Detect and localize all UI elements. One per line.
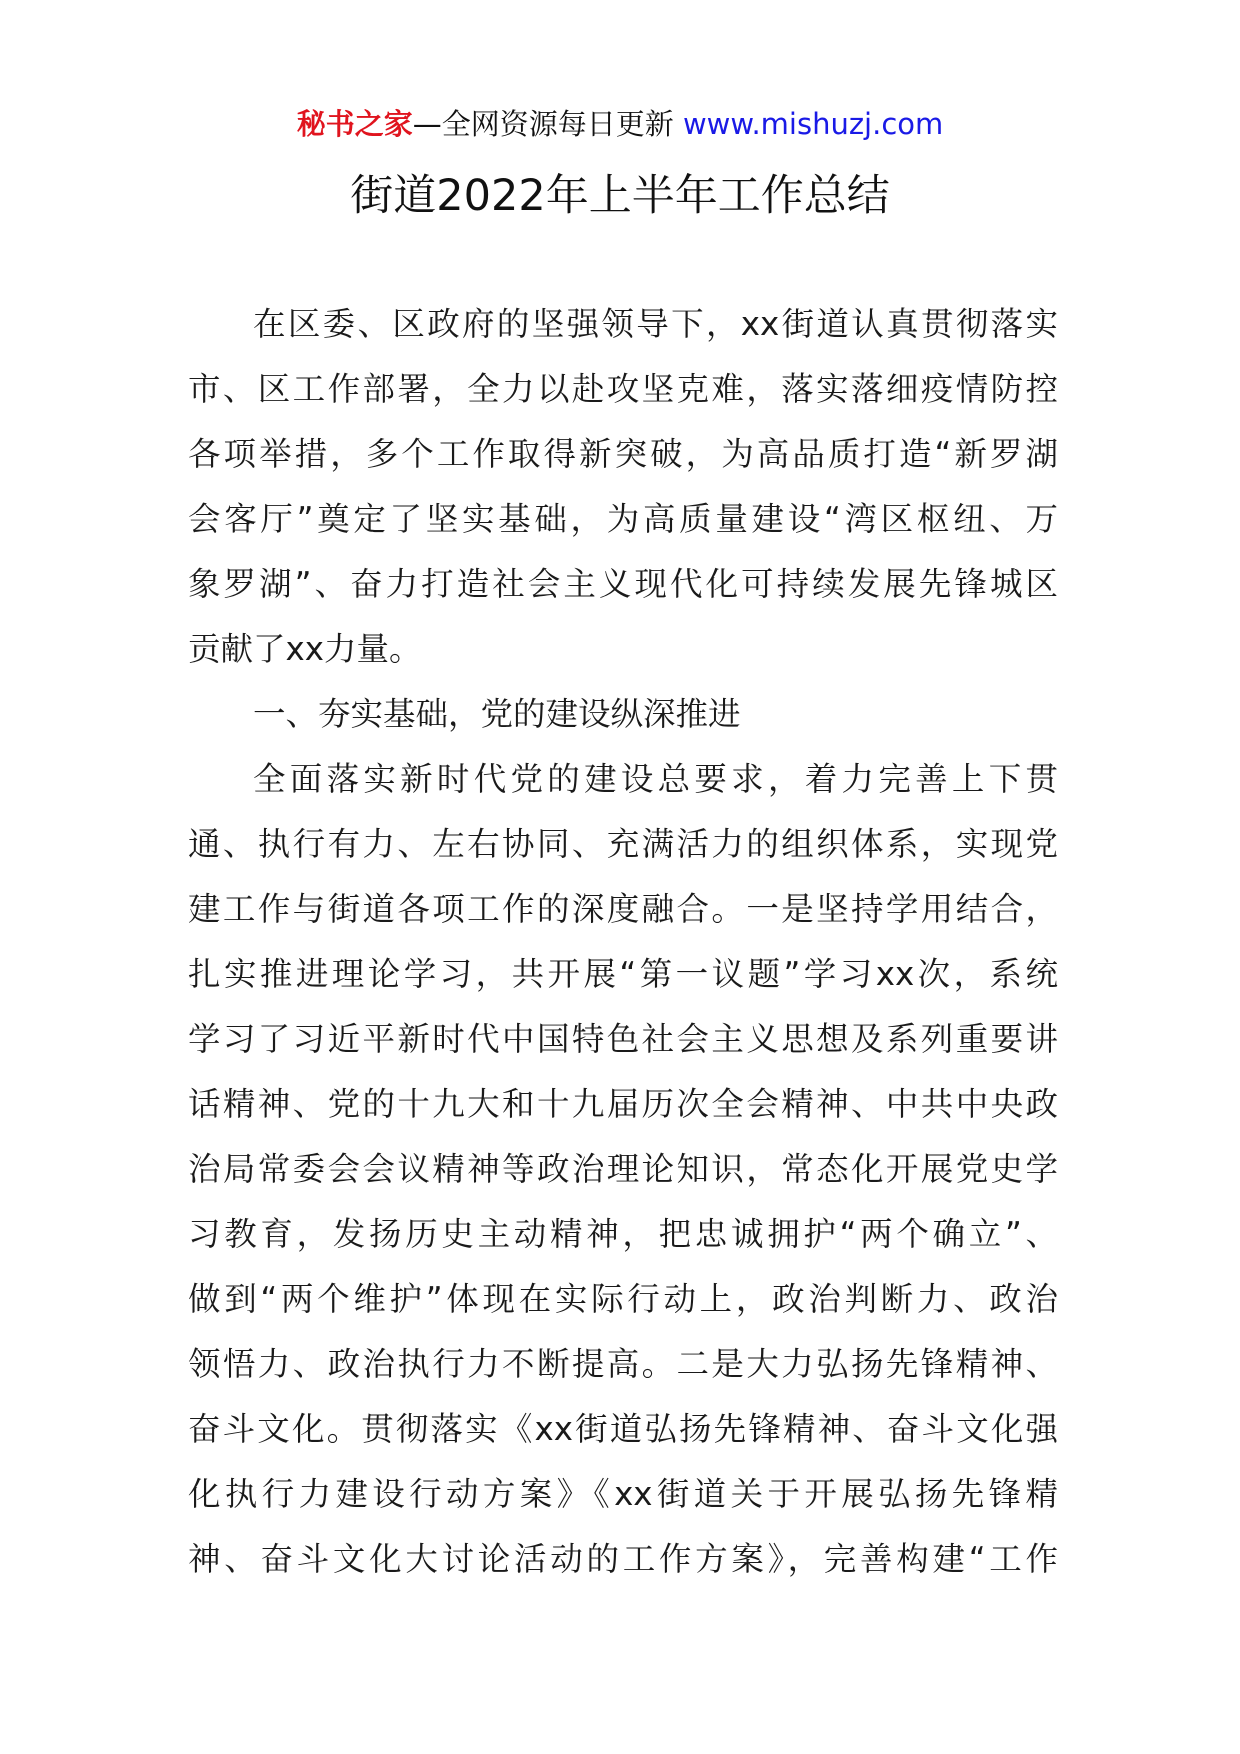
text-line: 话精神、党的十九大和十九届历次全会精神、中共中央政 — [188, 1085, 1058, 1123]
text-line: 神、奋斗文化大讨论活动的工作方案》，完善构建“工作 — [188, 1540, 1058, 1578]
text-line: 通、执行有力、左右协同、充满活力的组织体系，实现党 — [188, 825, 1058, 863]
paragraph-party-building — [188, 747, 1058, 1592]
text-line: 象罗湖”、奋力打造社会主义现代化可持续发展先锋城区 — [188, 565, 1058, 603]
text-line: 会客厅”奠定了坚实基础，为高质量建设“湾区枢纽、万 — [188, 500, 1058, 538]
site-url-link[interactable]: www.mishuzj.com — [682, 107, 944, 141]
site-watermark-header — [0, 104, 1240, 144]
text-line: 各项举措，多个工作取得新突破，为高品质打造“新罗湖 — [188, 435, 1058, 473]
document-body — [188, 292, 1058, 1592]
text-line: 扎实推进理论学习，共开展“第一议题”学习xx次，系统 — [188, 955, 1058, 993]
text-line: 做到“两个维护”体现在实际行动上，政治判断力、政治 — [188, 1280, 1058, 1318]
text-line: 贡献了xx力量。 — [188, 630, 422, 668]
paragraph-intro — [188, 292, 1058, 682]
text-line: 化执行力建设行动方案》《xx街道关于开展弘扬先锋精 — [188, 1475, 1058, 1513]
brand-tagline: —全网资源每日更新 — [412, 107, 674, 141]
text-line: 建工作与街道各项工作的深度融合。一是坚持学用结合， — [188, 890, 1058, 928]
text-line: 习教育，发扬历史主动精神，把忠诚拥护“两个确立”、 — [188, 1215, 1058, 1253]
section-heading: 一、夯实基础，党的建设纵深推进 — [253, 695, 741, 733]
document-title: 街道2022年上半年工作总结 — [350, 171, 890, 221]
text-line: 市、区工作部署，全力以赴攻坚克难，落实落细疫情防控 — [188, 370, 1058, 408]
text-line: 学习了习近平新时代中国特色社会主义思想及系列重要讲 — [188, 1020, 1058, 1058]
text-line: 治局常委会会议精神等政治理论知识，常态化开展党史学 — [188, 1150, 1058, 1188]
text-line: 奋斗文化。贯彻落实《xx街道弘扬先锋精神、奋斗文化强 — [188, 1410, 1058, 1448]
brand-name: 秘书之家 — [296, 107, 413, 141]
text-line: 在区委、区政府的坚强领导下，xx街道认真贯彻落实 — [253, 305, 1058, 343]
text-line: 领悟力、政治执行力不断提高。二是大力弘扬先锋精神、 — [188, 1345, 1058, 1383]
text-line: 全面落实新时代党的建设总要求，着力完善上下贯 — [253, 760, 1058, 798]
